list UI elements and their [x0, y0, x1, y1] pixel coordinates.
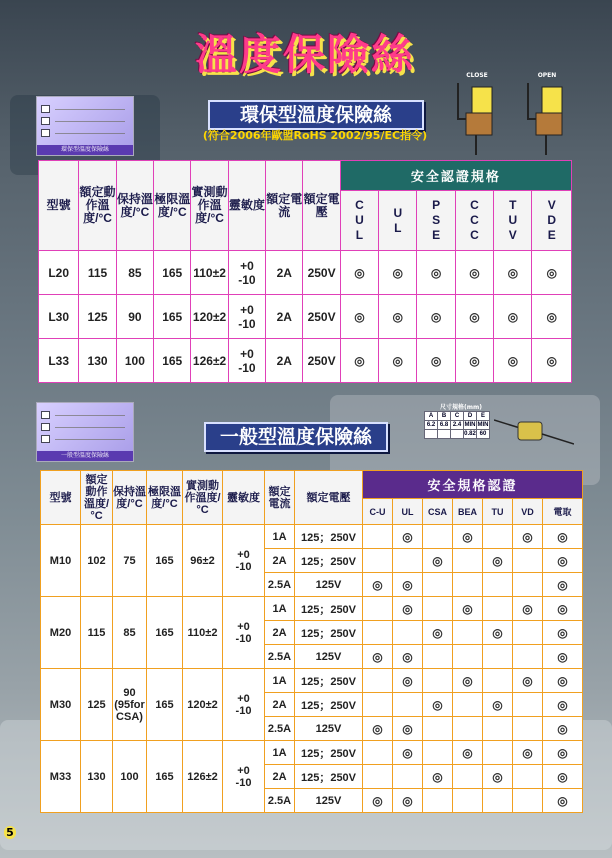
section-title-eco: 環保型溫度保險絲	[208, 100, 424, 130]
dimension-cell: 6.8	[438, 421, 451, 430]
col-header-sensitivity: 靈敏度	[228, 161, 265, 251]
table-row	[41, 597, 583, 621]
col-header-rated-current: 額定電流	[265, 471, 295, 525]
cert-mark-cell: ◎	[543, 669, 583, 693]
cert-mark-cell: ◎	[393, 645, 423, 669]
table-row	[41, 669, 583, 693]
measured-temp-cell: 120±2	[183, 669, 223, 741]
limit-temp-cell: 165	[154, 295, 191, 339]
measured-temp-cell: 126±2	[191, 339, 228, 383]
cert-mark-cell	[423, 525, 453, 549]
cert-col-header	[532, 191, 572, 251]
cert-mark-cell	[423, 645, 453, 669]
dimension-cell: 2.4	[451, 421, 464, 430]
hold-temp-cell: 85	[116, 251, 153, 295]
cert-mark-cell: ◎	[453, 669, 483, 693]
cert-mark-cell: ◎	[363, 717, 393, 741]
cert-mark-cell	[363, 525, 393, 549]
dimension-cell: D	[464, 412, 477, 421]
col-header-rated-voltage: 額定電壓	[295, 471, 363, 525]
checkbox-icon	[41, 117, 50, 125]
cert-mark-cell: ◎	[423, 621, 453, 645]
limit-temp-cell: 165	[154, 339, 191, 383]
col-header-limit-temp: 極限溫度/°C	[147, 471, 183, 525]
cert-mark-cell: ◎	[455, 295, 493, 339]
close-label: CLOSE	[466, 72, 488, 79]
checkbox-icon	[41, 435, 50, 443]
cert-mark-cell	[483, 717, 513, 741]
cert-col-header: 電取	[543, 499, 583, 525]
cert-mark-cell: ◎	[532, 295, 572, 339]
limit-temp-cell: 165	[147, 669, 183, 741]
fuse-close-diagram	[452, 72, 502, 156]
current-cell: 1A	[265, 741, 295, 765]
fuse-open-icon	[522, 79, 572, 155]
cert-col-label: UL	[393, 205, 403, 235]
col-header-sensitivity: 靈敏度	[223, 471, 265, 525]
voltage-cell: 250V	[303, 339, 340, 383]
col-header-rated-temp: 額定動作溫度/°C	[79, 161, 116, 251]
cert-mark-cell: ◎	[483, 549, 513, 573]
sensitivity-cell: +0 -10	[228, 251, 265, 295]
cert-mark-cell	[453, 621, 483, 645]
model-cell: M33	[41, 741, 81, 813]
cert-col-header	[417, 191, 455, 251]
cert-mark-cell	[363, 621, 393, 645]
cert-mark-cell	[513, 573, 543, 597]
cert-mark-cell	[393, 693, 423, 717]
col-header-rated-temp: 額定動作溫度/°C	[81, 471, 113, 525]
rated-temp-cell: 115	[79, 251, 116, 295]
cert-mark-cell: ◎	[453, 597, 483, 621]
cert-mark-cell: ◎	[363, 645, 393, 669]
voltage-cell: 250V	[303, 295, 340, 339]
fuse-open-diagram	[522, 72, 572, 156]
cert-mark-cell: ◎	[543, 693, 583, 717]
cert-mark-cell: ◎	[494, 295, 532, 339]
cert-col-header: CSA	[423, 499, 453, 525]
cert-mark-cell	[483, 597, 513, 621]
col-header-model: 型號	[41, 471, 81, 525]
voltage-cell: 125V	[295, 789, 363, 813]
model-cell: M20	[41, 597, 81, 669]
current-cell: 2A	[266, 339, 303, 383]
cert-mark-cell	[483, 573, 513, 597]
cert-mark-cell: ◎	[543, 549, 583, 573]
cert-mark-cell: ◎	[532, 339, 572, 383]
limit-temp-cell: 165	[154, 251, 191, 295]
sensitivity-cell: +0 -10	[228, 295, 265, 339]
voltage-cell: 125；250V	[295, 693, 363, 717]
cert-mark-cell	[513, 549, 543, 573]
section-subtitle-eco: (符合2006年歐盟RoHS 2002/95/EC指令)	[202, 129, 428, 142]
cert-mark-cell	[513, 693, 543, 717]
dimension-cell	[438, 430, 451, 439]
cert-mark-cell	[423, 597, 453, 621]
voltage-cell: 125；250V	[295, 621, 363, 645]
rated-temp-cell: 125	[79, 295, 116, 339]
sensitivity-cell: +0 -10	[223, 669, 265, 741]
cert-mark-cell: ◎	[393, 525, 423, 549]
cert-mark-cell: ◎	[393, 741, 423, 765]
voltage-cell: 125V	[295, 645, 363, 669]
dimension-cell: 6.2	[425, 421, 438, 430]
hold-temp-cell: 85	[113, 597, 147, 669]
cert-mark-cell	[363, 741, 393, 765]
cert-mark-cell: ◎	[393, 597, 423, 621]
cert-mark-cell: ◎	[453, 741, 483, 765]
rated-temp-cell: 102	[81, 525, 113, 597]
cert-group-header: 安全認證規格	[340, 161, 571, 191]
table-row	[39, 251, 572, 295]
cert-mark-cell: ◎	[453, 525, 483, 549]
measured-temp-cell: 96±2	[183, 525, 223, 597]
cert-mark-cell: ◎	[393, 789, 423, 813]
dimension-caption: 尺寸規格(mm)	[440, 404, 482, 411]
cert-mark-cell	[423, 741, 453, 765]
dimension-cell: E	[477, 412, 490, 421]
product-card-eco	[36, 96, 134, 156]
current-cell: 2.5A	[265, 789, 295, 813]
limit-temp-cell: 165	[147, 597, 183, 669]
cert-mark-cell: ◎	[393, 717, 423, 741]
cert-mark-cell: ◎	[543, 717, 583, 741]
sensitivity-cell: +0 -10	[223, 597, 265, 669]
cert-mark-cell	[513, 765, 543, 789]
measured-temp-cell: 110±2	[183, 597, 223, 669]
model-cell: M30	[41, 669, 81, 741]
cert-mark-cell	[453, 789, 483, 813]
card-header: 環保型溫度保險絲	[37, 145, 133, 155]
current-cell: 2.5A	[265, 573, 295, 597]
current-cell: 1A	[265, 597, 295, 621]
cert-mark-cell: ◎	[543, 789, 583, 813]
hold-temp-cell: 100	[113, 741, 147, 813]
sensitivity-cell: +0 -10	[223, 525, 265, 597]
cert-col-label: CUL	[355, 198, 364, 242]
cert-mark-cell: ◎	[543, 525, 583, 549]
cert-mark-cell: ◎	[543, 645, 583, 669]
card-header: 一般型溫度保險絲	[37, 451, 133, 461]
cert-mark-cell	[483, 645, 513, 669]
current-cell: 2A	[265, 765, 295, 789]
table-row	[39, 295, 572, 339]
cert-mark-cell	[483, 525, 513, 549]
cert-mark-cell: ◎	[417, 251, 455, 295]
dimension-cell: MIN	[477, 422, 489, 428]
cert-col-label: CCC	[470, 198, 479, 242]
fuse-component-icon	[494, 412, 574, 448]
col-header-hold-temp: 保持溫度/°C	[113, 471, 147, 525]
col-header-model: 型號	[39, 161, 79, 251]
cert-mark-cell	[363, 765, 393, 789]
voltage-cell: 125；250V	[295, 669, 363, 693]
current-cell: 2A	[265, 693, 295, 717]
dimension-cell: A	[425, 412, 438, 421]
cert-mark-cell	[453, 765, 483, 789]
voltage-cell: 125；250V	[295, 525, 363, 549]
rated-temp-cell: 130	[79, 339, 116, 383]
limit-temp-cell: 165	[147, 741, 183, 813]
cert-mark-cell: ◎	[513, 741, 543, 765]
cert-mark-cell: ◎	[423, 693, 453, 717]
cert-mark-cell: ◎	[363, 789, 393, 813]
cert-mark-cell	[393, 621, 423, 645]
cert-mark-cell	[423, 669, 453, 693]
table-row	[39, 339, 572, 383]
cert-mark-cell: ◎	[483, 693, 513, 717]
dimension-cell	[425, 430, 438, 439]
eco-fuse-table	[38, 160, 572, 383]
cert-mark-cell	[483, 741, 513, 765]
cert-mark-cell: ◎	[494, 251, 532, 295]
cert-mark-cell	[363, 549, 393, 573]
sensitivity-cell: +0 -10	[223, 741, 265, 813]
cert-mark-cell: ◎	[483, 765, 513, 789]
cert-mark-cell: ◎	[379, 295, 417, 339]
cert-col-header: C-U	[363, 499, 393, 525]
voltage-cell: 125；250V	[295, 741, 363, 765]
voltage-cell: 125；250V	[295, 597, 363, 621]
checkbox-icon	[41, 411, 50, 419]
cert-mark-cell: ◎	[393, 573, 423, 597]
dimension-cell: MIN	[464, 422, 476, 428]
col-header-measured-temp: 實測動作溫度/°C	[191, 161, 228, 251]
cert-mark-cell: ◎	[417, 295, 455, 339]
cert-mark-cell: ◎	[543, 597, 583, 621]
page-title: 溫度保險絲	[194, 30, 415, 79]
cert-mark-cell: ◎	[513, 597, 543, 621]
col-header-hold-temp: 保持溫度/°C	[116, 161, 153, 251]
model-cell: L33	[39, 339, 79, 383]
cert-mark-cell: ◎	[340, 295, 378, 339]
current-cell: 2A	[266, 251, 303, 295]
cert-mark-cell: ◎	[513, 525, 543, 549]
hold-temp-cell: 75	[113, 525, 147, 597]
voltage-cell: 125V	[295, 573, 363, 597]
sensitivity-cell: +0 -10	[228, 339, 265, 383]
cert-mark-cell: ◎	[513, 669, 543, 693]
rated-temp-cell: 115	[81, 597, 113, 669]
cert-mark-cell: ◎	[393, 669, 423, 693]
cert-mark-cell	[453, 549, 483, 573]
voltage-cell: 125；250V	[295, 549, 363, 573]
hold-temp-cell: 90	[116, 295, 153, 339]
hold-temp-cell: 90 (95for CSA)	[113, 669, 147, 741]
cert-mark-cell	[393, 549, 423, 573]
cert-mark-cell	[363, 669, 393, 693]
cert-mark-cell	[423, 573, 453, 597]
section-title-general: 一般型溫度保險絲	[204, 422, 388, 452]
table-row	[41, 741, 583, 765]
cert-mark-cell: ◎	[543, 765, 583, 789]
cert-mark-cell: ◎	[543, 741, 583, 765]
dimension-cell: 0.82	[464, 431, 476, 437]
cert-mark-cell: ◎	[494, 339, 532, 383]
cert-mark-cell: ◎	[455, 251, 493, 295]
cert-mark-cell: ◎	[455, 339, 493, 383]
col-header-rated-current: 額定電流	[266, 161, 303, 251]
cert-mark-cell	[393, 765, 423, 789]
cert-col-label: PSE	[432, 198, 441, 242]
model-cell: L30	[39, 295, 79, 339]
cert-mark-cell: ◎	[363, 573, 393, 597]
cert-col-header: UL	[393, 499, 423, 525]
cert-mark-cell	[423, 789, 453, 813]
cert-mark-cell	[363, 597, 393, 621]
current-cell: 2.5A	[265, 645, 295, 669]
cert-col-header: BEA	[453, 499, 483, 525]
checkbox-icon	[41, 105, 50, 113]
measured-temp-cell: 120±2	[191, 295, 228, 339]
cert-col-header	[494, 191, 532, 251]
cert-mark-cell: ◎	[483, 621, 513, 645]
rated-temp-cell: 130	[81, 741, 113, 813]
current-cell: 2A	[265, 549, 295, 573]
cert-mark-cell: ◎	[379, 339, 417, 383]
checkbox-icon	[41, 423, 50, 431]
model-cell: M10	[41, 525, 81, 597]
cert-col-header: TU	[483, 499, 513, 525]
model-cell: L20	[39, 251, 79, 295]
cert-mark-cell	[513, 717, 543, 741]
cert-col-label: TUV	[508, 198, 518, 242]
cert-mark-cell	[423, 717, 453, 741]
page-number: 5	[4, 826, 16, 839]
cert-mark-cell	[483, 669, 513, 693]
dimension-cell	[451, 430, 464, 439]
col-header-rated-voltage: 額定電壓	[303, 161, 340, 251]
fuse-close-icon	[452, 79, 502, 155]
voltage-cell: 125；250V	[295, 765, 363, 789]
cert-mark-cell: ◎	[543, 621, 583, 645]
col-header-measured-temp: 實測動作溫度/°C	[183, 471, 223, 525]
table-row	[41, 525, 583, 549]
current-cell: 1A	[265, 525, 295, 549]
cert-mark-cell: ◎	[340, 251, 378, 295]
cert-mark-cell: ◎	[532, 251, 572, 295]
cert-col-header	[455, 191, 493, 251]
limit-temp-cell: 165	[147, 525, 183, 597]
measured-temp-cell: 126±2	[183, 741, 223, 813]
general-fuse-table	[40, 470, 583, 813]
voltage-cell: 125V	[295, 717, 363, 741]
dimension-table	[424, 411, 490, 439]
cert-mark-cell	[453, 717, 483, 741]
rated-temp-cell: 125	[81, 669, 113, 741]
cert-mark-cell	[453, 693, 483, 717]
cert-col-header: VD	[513, 499, 543, 525]
cert-mark-cell: ◎	[379, 251, 417, 295]
cert-col-header	[340, 191, 378, 251]
open-label: OPEN	[537, 72, 557, 79]
current-cell: 2A	[265, 621, 295, 645]
cert-col-header	[379, 191, 417, 251]
cert-mark-cell	[453, 573, 483, 597]
voltage-cell: 250V	[303, 251, 340, 295]
cert-mark-cell	[513, 645, 543, 669]
hold-temp-cell: 100	[116, 339, 153, 383]
cert-mark-cell	[363, 693, 393, 717]
cert-mark-cell: ◎	[423, 765, 453, 789]
current-cell: 2.5A	[265, 717, 295, 741]
cert-mark-cell	[453, 645, 483, 669]
cert-mark-cell	[513, 621, 543, 645]
dimension-cell: B	[438, 412, 451, 421]
cert-col-label: VDE	[547, 198, 557, 242]
current-cell: 2A	[266, 295, 303, 339]
cert-mark-cell: ◎	[340, 339, 378, 383]
cert-mark-cell: ◎	[543, 573, 583, 597]
col-header-limit-temp: 極限溫度/°C	[154, 161, 191, 251]
current-cell: 1A	[265, 669, 295, 693]
cert-mark-cell: ◎	[423, 549, 453, 573]
product-card-general	[36, 402, 134, 462]
dimension-cell: C	[451, 412, 464, 421]
measured-temp-cell: 110±2	[191, 251, 228, 295]
checkbox-icon	[41, 129, 50, 137]
cert-mark-cell	[483, 789, 513, 813]
cert-mark-cell: ◎	[417, 339, 455, 383]
cert-mark-cell	[513, 789, 543, 813]
cert-group-header: 安全規格認證	[363, 471, 583, 499]
dimension-cell: 60	[477, 430, 490, 439]
